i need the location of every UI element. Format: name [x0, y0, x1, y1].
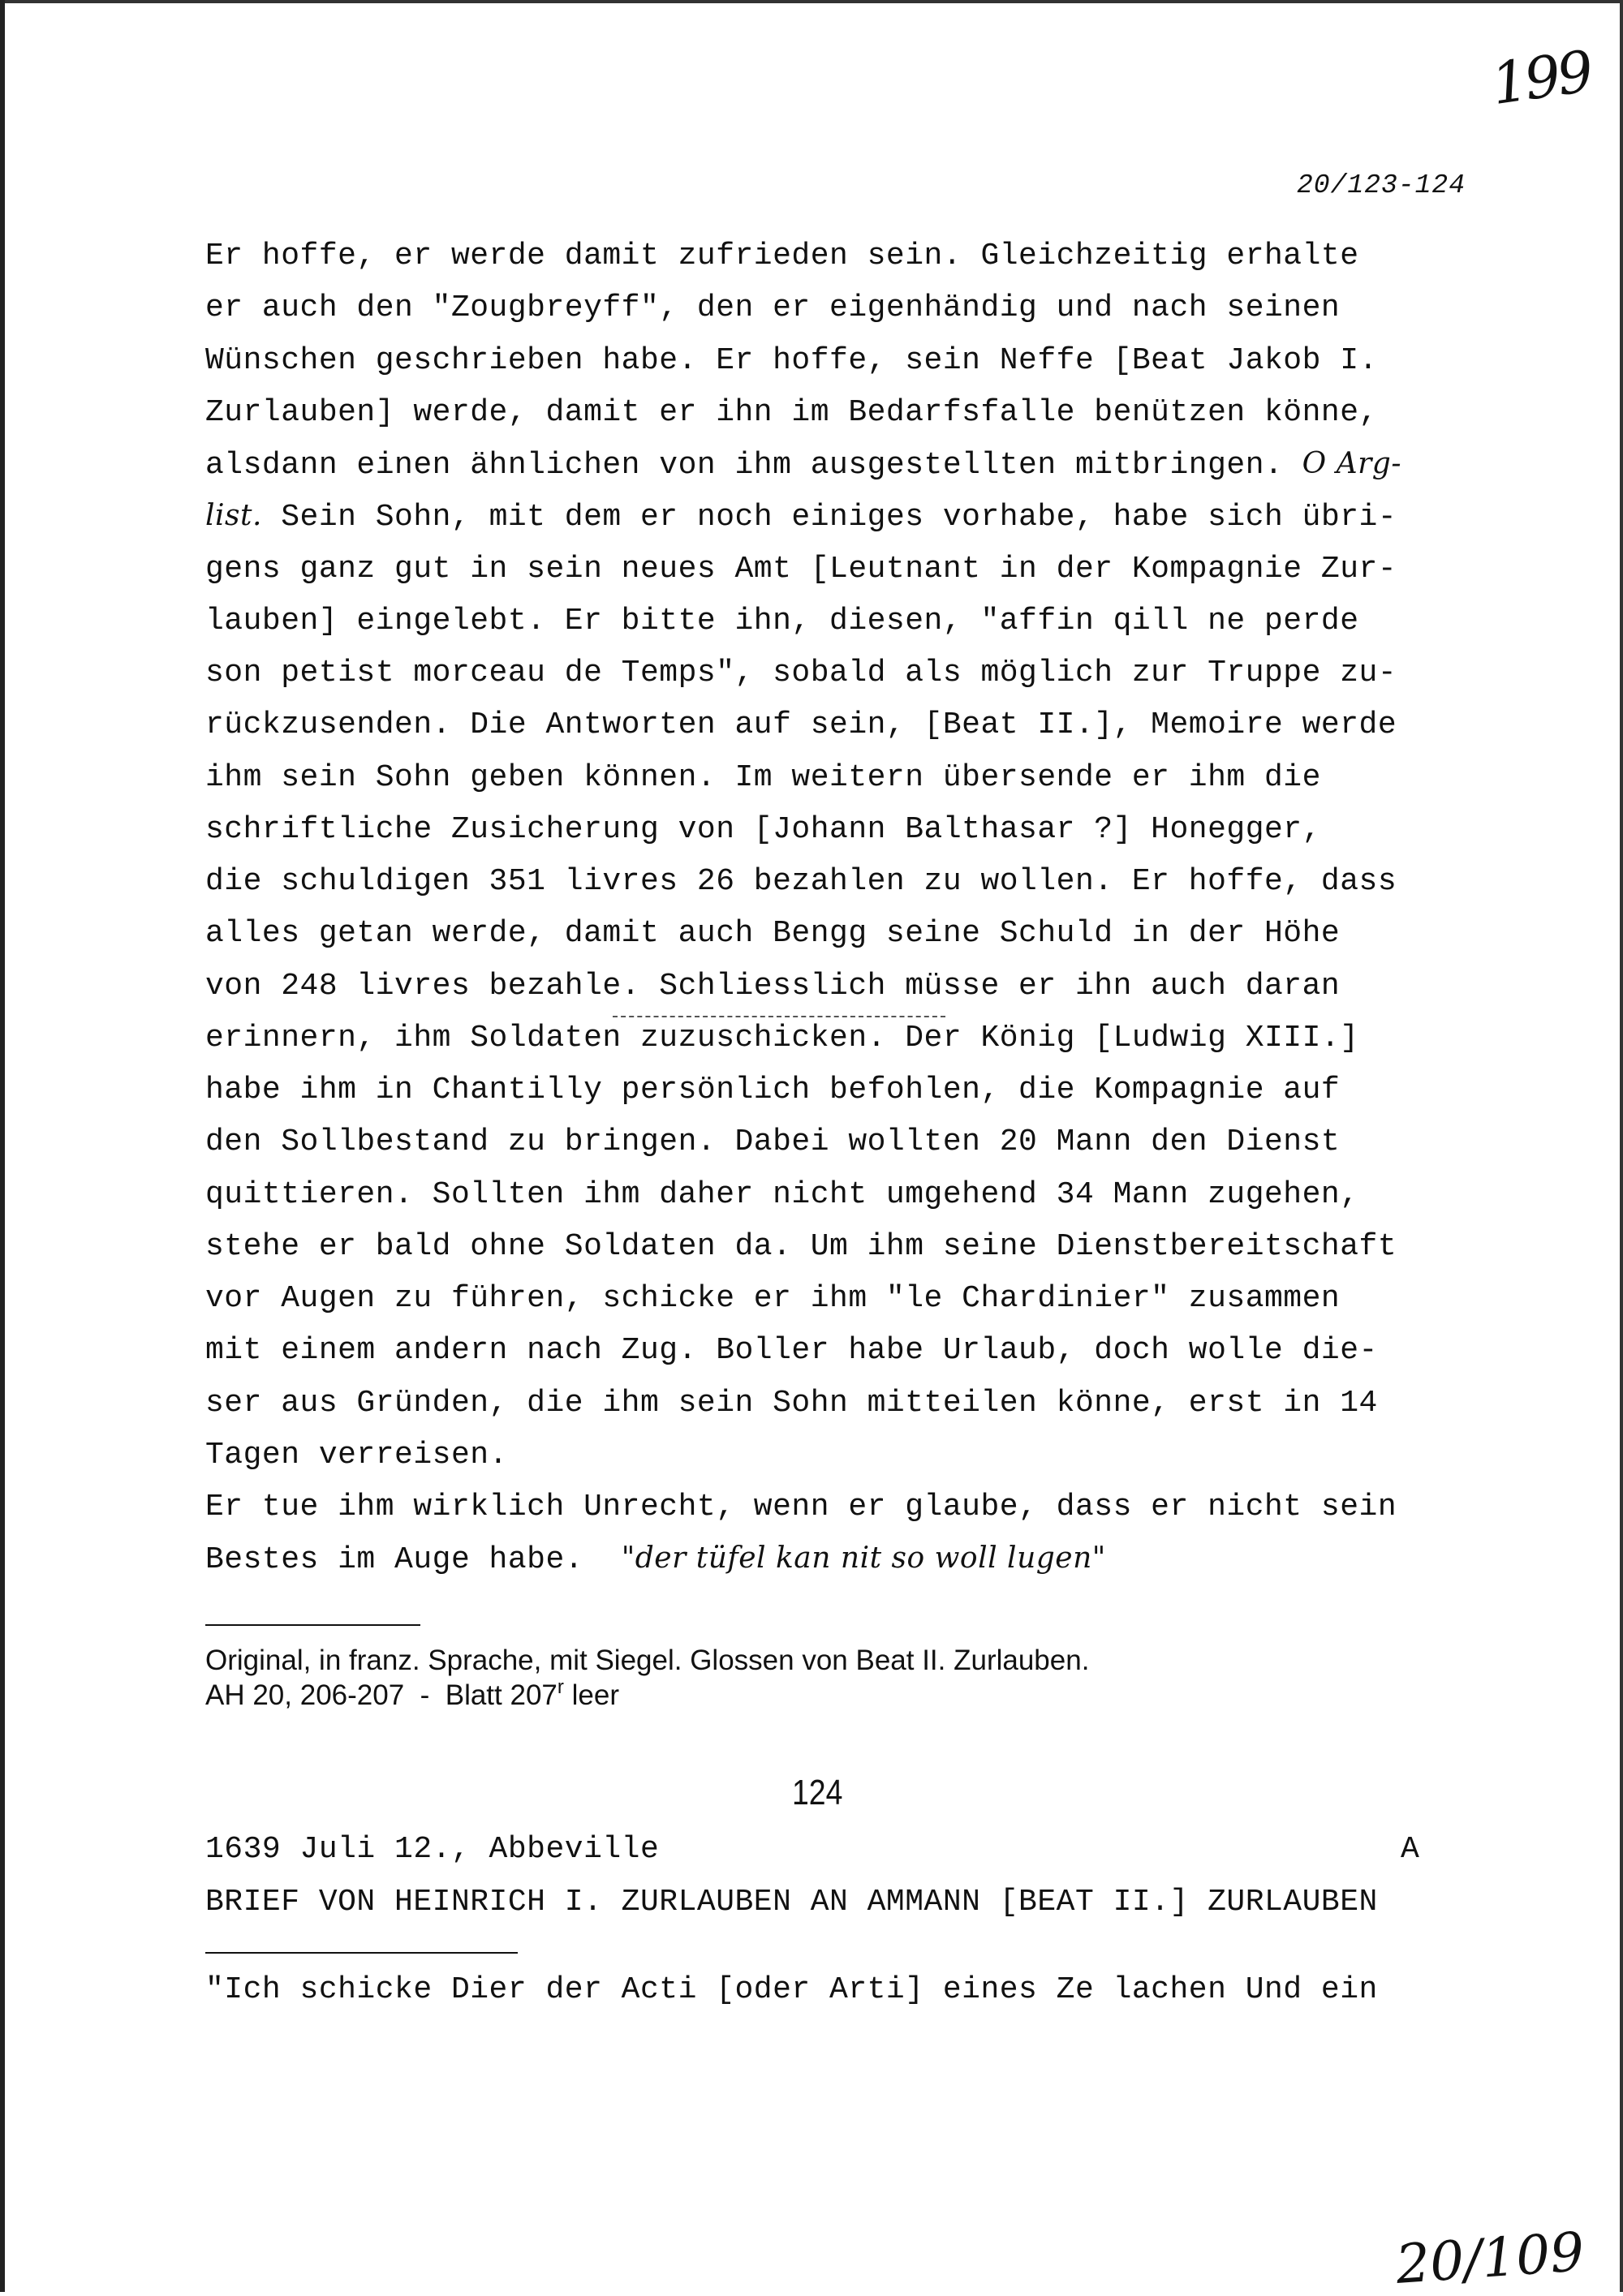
handwritten-gloss: O Arg-: [1302, 447, 1401, 480]
body-line: alles getan werde, damit auch Bengg seine Schuld in der Höhe: [205, 916, 1341, 951]
superscript: r: [557, 1676, 564, 1698]
body-line: schriftliche Zusicherung von [Johann Balthasar ?] Honegger,: [205, 812, 1321, 847]
body-line: [205, 499, 1397, 535]
body-line: stehe er bald ohne Soldaten da. Um ihm seine Dienstbereitschaft: [205, 1229, 1397, 1264]
body-line: rückzusenden. Die Antworten auf sein, [Beat II.], Memoire werde: [205, 707, 1397, 742]
scan-border-top: [0, 0, 1623, 3]
body-line: son petist morceau de Temps", sobald als möglich zur Truppe zu-: [205, 656, 1397, 690]
source-note-text: AH 20, 206-207 - Blatt 207: [205, 1679, 558, 1711]
archive-reference: 20/123-124: [1297, 170, 1466, 200]
body-line-text: Bestes im Auge habe.: [205, 1542, 584, 1577]
body-line-text: Sein Sohn, mit dem er noch einiges vorhabe, habe sich übri-: [281, 500, 1397, 535]
body-line: lauben] eingelebt. Er bitte ihn, diesen, "affin qill ne perde: [205, 604, 1359, 638]
body-line: er auch den "Zougbreyff", den er eigenhändig und nach seinen: [205, 290, 1341, 325]
source-note-text: leer: [563, 1679, 619, 1711]
body-line: [205, 1541, 1106, 1577]
body-line: erinnern, ihm Soldaten zuzuschicken. Der König [Ludwig XIII.]: [205, 1021, 1359, 1056]
body-line: Tagen verreisen.: [205, 1438, 508, 1473]
body-line: habe ihm in Chantilly persönlich befohlen, die Kompagnie auf: [205, 1073, 1341, 1107]
body-line: Zurlauben] werde, damit er ihn im Bedarfsfalle benützen könne,: [205, 395, 1378, 430]
handwritten-gloss: list.: [205, 499, 262, 532]
body-line: den Sollbestand zu bringen. Dabei wollten 20 Mann den Dienst: [205, 1124, 1341, 1159]
body-line: von 248 livres bezahle. Schliesslich müsse er ihn auch daran: [205, 969, 1341, 1004]
body-line: gens ganz gut in sein neues Amt [Leutnant in der Kompagnie Zur-: [205, 552, 1397, 587]
source-note: [205, 1676, 619, 1712]
body-line: ihm sein Sohn geben können. Im weitern übersende er ihm die: [205, 760, 1321, 795]
scan-border-right: [1620, 0, 1623, 2292]
handwritten-folio-number: 199: [1487, 37, 1595, 118]
body-line: vor Augen zu führen, schicke er ihm "le Chardinier" zusammen: [205, 1281, 1341, 1316]
handwritten-bottom-folio: 20/109: [1393, 2220, 1586, 2296]
pencil-underline-mark: [613, 1016, 945, 1017]
footnote-rule: [205, 1624, 420, 1626]
source-note: Original, in franz. Sprache, mit Siegel. Glossen von Beat II. Zurlauben.: [205, 1645, 1090, 1676]
body-line: Er hoffe, er werde damit zufrieden sein. Gleichzeitig erhalte: [205, 239, 1359, 273]
body-line-text: alsdann einen ähnlichen von ihm ausgestellten mitbringen.: [205, 448, 1284, 483]
body-line: [205, 447, 1401, 483]
title-rule: [205, 1952, 518, 1954]
body-line: quittieren. Sollten ihm daher nicht umgehend 34 Mann zugehen,: [205, 1177, 1359, 1212]
body-line: die schuldigen 351 livres 26 bezahlen zu wollen. Er hoffe, dass: [205, 864, 1397, 899]
letter-title: BRIEF VON HEINRICH I. ZURLAUBEN AN AMMANN [BEAT II.] ZURLAUBEN: [205, 1885, 1378, 1920]
handwritten-gloss: "der tüfel kan nit so woll lugen": [621, 1541, 1106, 1575]
body-line: mit einem andern nach Zug. Boller habe Urlaub, doch wolle die-: [205, 1333, 1378, 1368]
letter-date-place: 1639 Juli 12., Abbeville: [205, 1832, 660, 1867]
letter-marker: A: [1401, 1832, 1419, 1867]
body-line: Er tue ihm wirklich Unrecht, wenn er glaube, dass er nicht sein: [205, 1490, 1397, 1524]
body-line: ser aus Gründen, die ihm sein Sohn mitteilen könne, erst in 14: [205, 1386, 1378, 1421]
body-line: Wünschen geschrieben habe. Er hoffe, sein Neffe [Beat Jakob I.: [205, 343, 1378, 378]
quote-line: "Ich schicke Dier der Acti [oder Arti] eines Ze lachen Und ein: [205, 1972, 1378, 2007]
document-number: 124: [792, 1773, 843, 1812]
scan-border-left: [0, 0, 5, 2292]
